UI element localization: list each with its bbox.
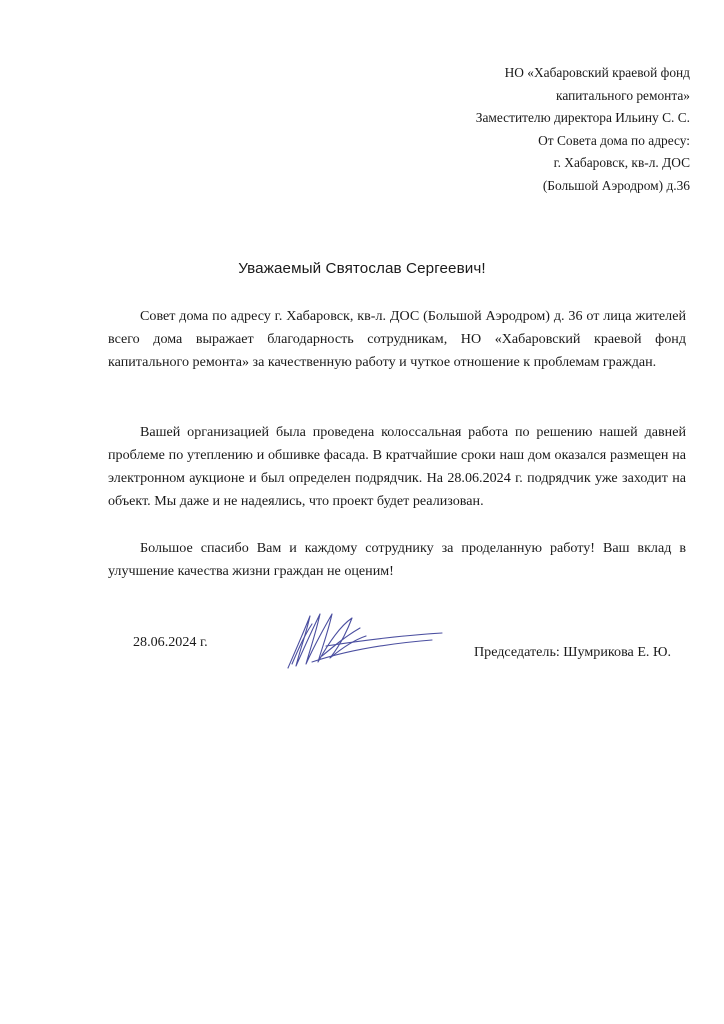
sender-line: От Совета дома по адресу: bbox=[538, 132, 690, 148]
addressee-line: НО «Хабаровский краевой фонд bbox=[504, 65, 690, 80]
letter-date: 28.06.2024 г. bbox=[133, 634, 208, 650]
addressee-line: Заместителю директора Ильину С. С. bbox=[475, 110, 690, 126]
paragraph-text: Вашей организацией была проведена колоссальная работа по решению нашей давней проблеме по утеплению и обшивке фасада. В кратчайшие сроки наш дом оказался размещен на электронном аукционе и был определен подрядчик. На 28.06.2024 г. подрядчик уже заходит на объект. Мы даже и не надеялись, что проект будет реализован. bbox=[108, 424, 686, 509]
paragraph-text: Совет дома по адресу г. Хабаровск, кв-л. ДОС (Большой Аэродром) д. 36 от лица жителей всего дома выражает благодарность сотрудникам, НО «Хабаровский краевой фонд капитального ремонта» за качественную работу и чуткое отношение к проблемам граждан. bbox=[108, 308, 686, 370]
handwritten-signature bbox=[282, 606, 447, 676]
sender-line: (Большой Аэродром) д.36 bbox=[542, 177, 690, 193]
paragraph bbox=[108, 421, 686, 513]
addressee-line: капитального ремонта» bbox=[556, 87, 690, 103]
addressee-block bbox=[290, 62, 690, 198]
chair-signature-line: Председатель: Шумрикова Е. Ю. bbox=[473, 644, 671, 660]
paragraph bbox=[108, 537, 686, 583]
paragraph bbox=[108, 305, 686, 374]
salutation: Уважаемый Святослав Сергеевич! bbox=[238, 260, 486, 277]
paragraph-text: Большое спасибо Вам и каждому сотруднику за проделанную работу! Ваш вклад в улучшение качества жизни граждан не оценим! bbox=[108, 540, 686, 579]
sender-line: г. Хабаровск, кв-л. ДОС bbox=[553, 155, 690, 171]
